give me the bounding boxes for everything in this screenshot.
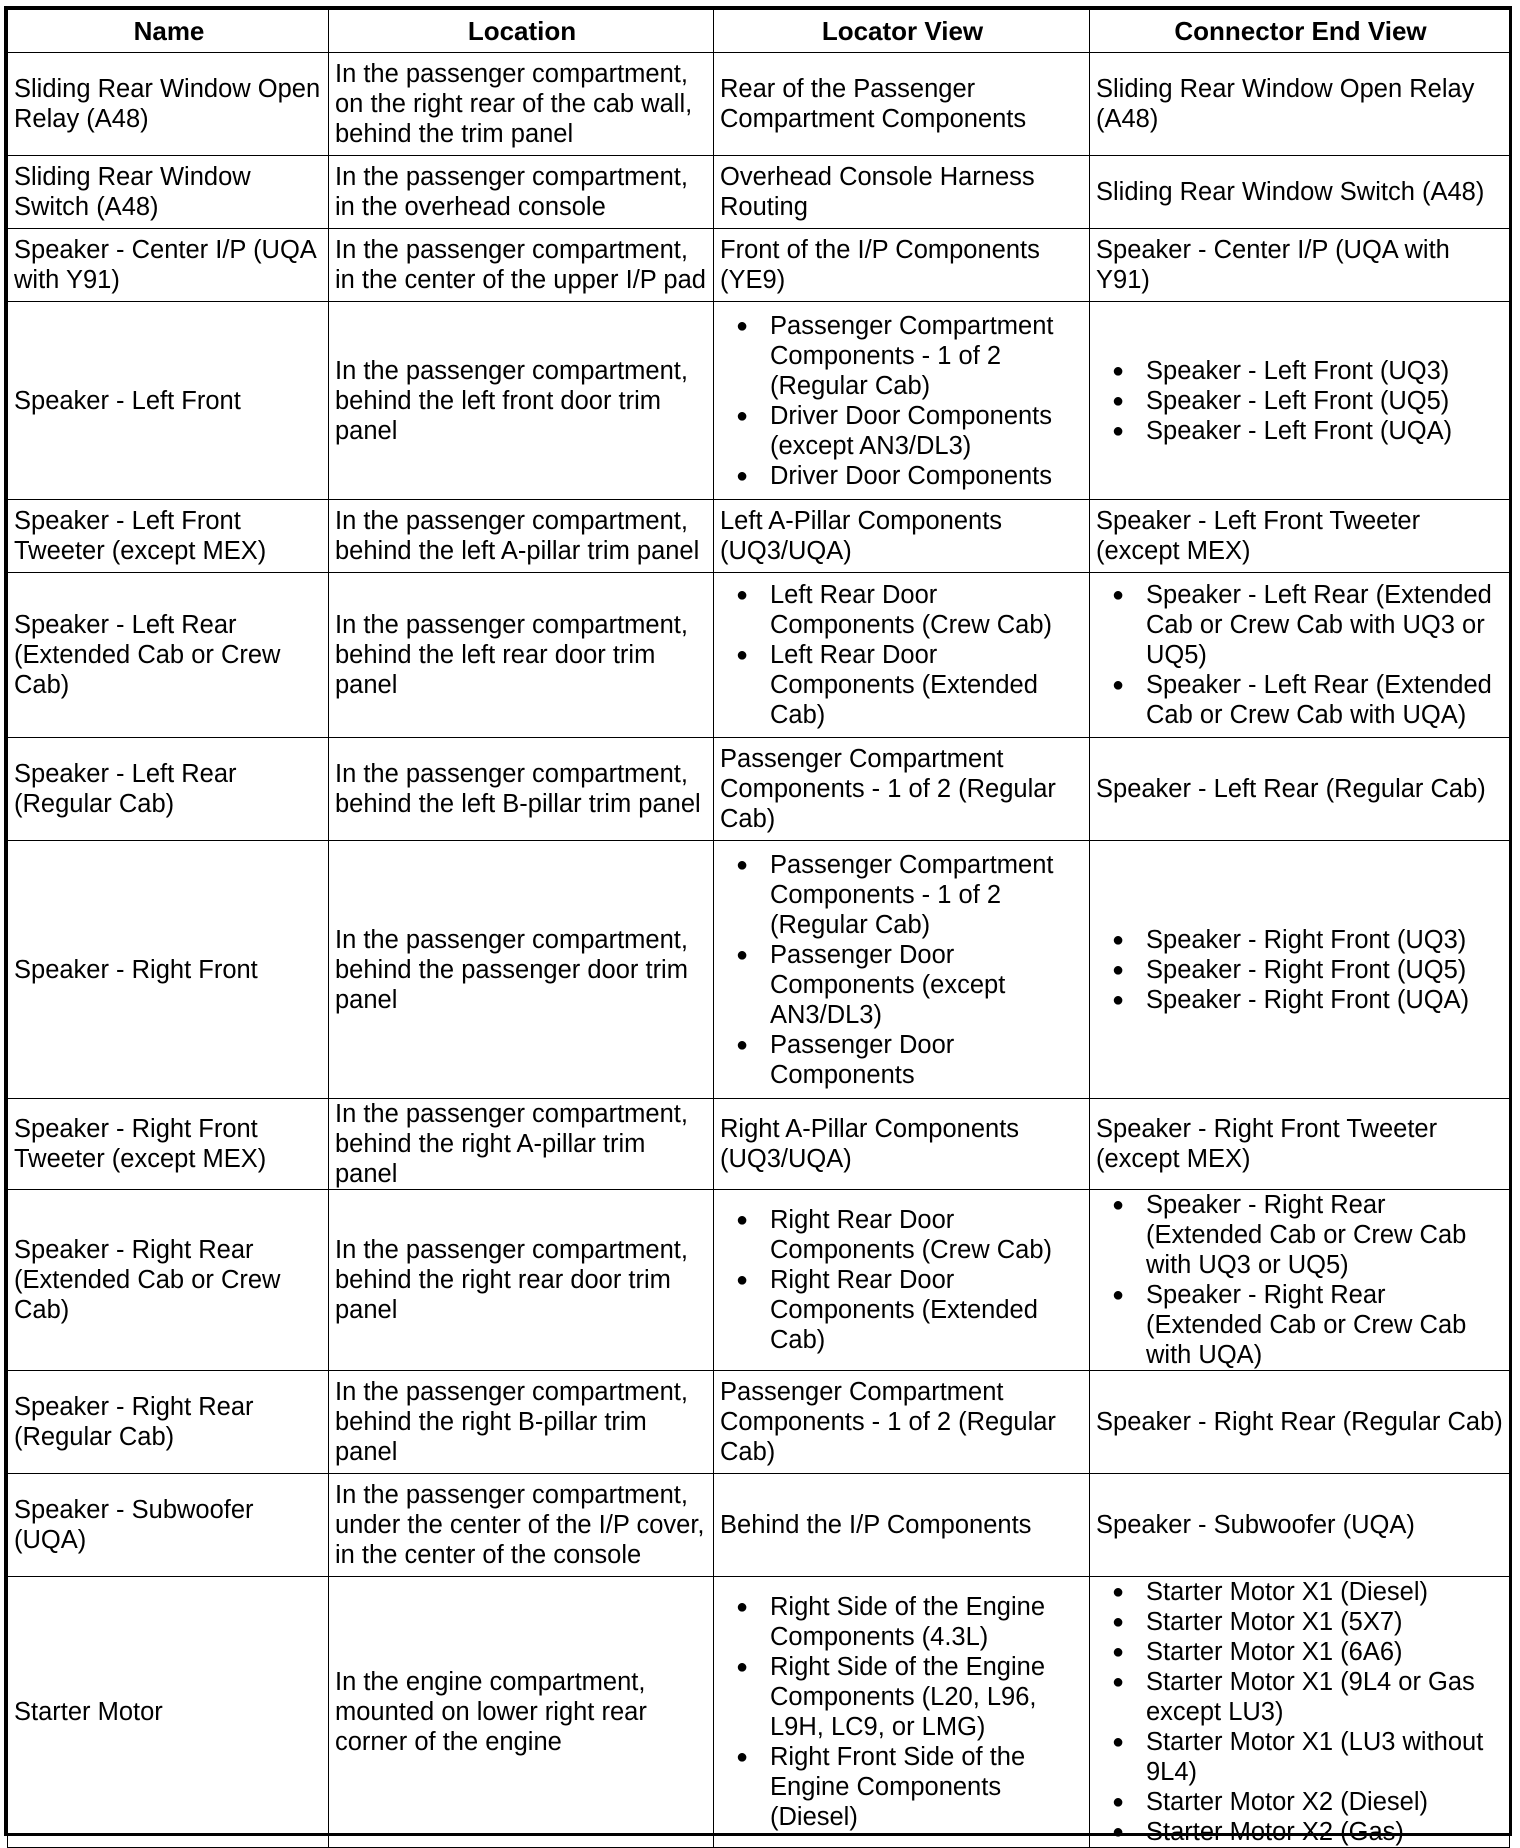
locator-list — [720, 1592, 1085, 1832]
list-item: ● Passenger Compartment Components - 1 of 2 (Regular Cab) — [736, 311, 1085, 401]
cell-connector-end-view: Speaker - Subwoofer (UQA) — [1090, 1474, 1510, 1577]
cell-location: In the passenger compartment, under the center of the I/P cover, in the center of the console — [329, 1474, 714, 1577]
cell-connector-end-view — [1090, 573, 1510, 738]
cell-locator-view — [714, 841, 1090, 1099]
header-name: Name — [8, 10, 329, 53]
cell-name: Speaker - Right Front Tweeter (except MEX) — [8, 1099, 329, 1190]
table-row — [8, 1577, 1510, 1848]
cell-location: In the engine compartment, mounted on lower right rear corner of the engine — [329, 1577, 714, 1848]
header-locator-view: Locator View — [714, 10, 1090, 53]
cell-locator-view: Behind the I/P Components — [714, 1474, 1090, 1577]
list-item: ● Passenger Door Components (except AN3/DL3) — [736, 940, 1085, 1030]
list-item: ● Starter Motor X1 (6A6) — [1112, 1637, 1505, 1667]
cell-name: Speaker - Left Rear (Regular Cab) — [8, 738, 329, 841]
list-item: ● Right Rear Door Components (Extended Cab) — [736, 1265, 1085, 1355]
list-item: ● Speaker - Left Front (UQ3) — [1112, 356, 1505, 386]
cell-name: Speaker - Left Front Tweeter (except MEX) — [8, 500, 329, 573]
header-location: Location — [329, 10, 714, 53]
cell-location: In the passenger compartment, in the center of the upper I/P pad — [329, 229, 714, 302]
list-item: ● Speaker - Right Rear (Extended Cab or Crew Cab with UQ3 or UQ5) — [1112, 1190, 1505, 1280]
cell-connector-end-view: Speaker - Right Rear (Regular Cab) — [1090, 1371, 1510, 1474]
list-item: ● Speaker - Right Front (UQ3) — [1112, 925, 1505, 955]
cell-locator-view: Left A-Pillar Components (UQ3/UQA) — [714, 500, 1090, 573]
table-row — [8, 1371, 1510, 1474]
table-row — [8, 573, 1510, 738]
list-item: ● Speaker - Left Rear (Extended Cab or Crew Cab with UQ3 or UQ5) — [1112, 580, 1505, 670]
list-item: ● Right Front Side of the Engine Components (Diesel) — [736, 1742, 1085, 1832]
cell-connector-end-view — [1090, 1577, 1510, 1848]
cell-connector-end-view — [1090, 302, 1510, 500]
cell-connector-end-view: Speaker - Left Front Tweeter (except MEX) — [1090, 500, 1510, 573]
cell-locator-view: Rear of the Passenger Compartment Components — [714, 53, 1090, 156]
list-item: ● Passenger Door Components — [736, 1030, 1085, 1090]
cell-location: In the passenger compartment, behind the right rear door trim panel — [329, 1190, 714, 1371]
list-item: ● Speaker - Left Rear (Extended Cab or Crew Cab with UQA) — [1112, 670, 1505, 730]
list-item: ● Passenger Compartment Components - 1 of 2 (Regular Cab) — [736, 850, 1085, 940]
locator-list — [720, 850, 1085, 1090]
cell-locator-view: Passenger Compartment Components - 1 of 2 (Regular Cab) — [714, 738, 1090, 841]
cell-location: In the passenger compartment, behind the left front door trim panel — [329, 302, 714, 500]
cell-connector-end-view: Sliding Rear Window Open Relay (A48) — [1090, 53, 1510, 156]
list-item: ● Starter Motor X1 (9L4 or Gas except LU3) — [1112, 1667, 1505, 1727]
cell-name: Speaker - Right Rear (Extended Cab or Crew Cab) — [8, 1190, 329, 1371]
cell-name: Speaker - Left Rear (Extended Cab or Crew Cab) — [8, 573, 329, 738]
list-item: ● Speaker - Right Front (UQA) — [1112, 985, 1505, 1015]
list-item: ● Starter Motor X1 (5X7) — [1112, 1607, 1505, 1637]
connector-list — [1096, 1577, 1505, 1847]
cell-locator-view — [714, 302, 1090, 500]
cell-location: In the passenger compartment, in the overhead console — [329, 156, 714, 229]
connector-list — [1096, 1190, 1505, 1370]
locator-list — [720, 1205, 1085, 1355]
list-item: ● Starter Motor X2 (Diesel) — [1112, 1787, 1505, 1817]
list-item: ● Starter Motor X1 (LU3 without 9L4) — [1112, 1727, 1505, 1787]
table-row — [8, 1474, 1510, 1577]
cell-location: In the passenger compartment, behind the right B-pillar trim panel — [329, 1371, 714, 1474]
cell-name: Sliding Rear Window Switch (A48) — [8, 156, 329, 229]
table-row — [8, 738, 1510, 841]
list-item: ● Right Side of the Engine Components (4.3L) — [736, 1592, 1085, 1652]
cell-name: Speaker - Right Front — [8, 841, 329, 1099]
table-row — [8, 500, 1510, 573]
component-locator-table — [4, 6, 1512, 1846]
table-row — [8, 1190, 1510, 1371]
cell-name: Starter Motor — [8, 1577, 329, 1848]
list-item: ● Speaker - Right Rear (Extended Cab or Crew Cab with UQA) — [1112, 1280, 1505, 1370]
locator-list — [720, 580, 1085, 730]
cell-connector-end-view: Sliding Rear Window Switch (A48) — [1090, 156, 1510, 229]
cell-connector-end-view: Speaker - Left Rear (Regular Cab) — [1090, 738, 1510, 841]
cell-name: Speaker - Subwoofer (UQA) — [8, 1474, 329, 1577]
table-row — [8, 1099, 1510, 1190]
table-row — [8, 156, 1510, 229]
list-item: ● Driver Door Components (except AN3/DL3) — [736, 401, 1085, 461]
list-item: ● Speaker - Left Front (UQA) — [1112, 416, 1505, 446]
table-row — [8, 841, 1510, 1099]
cell-name: Speaker - Left Front — [8, 302, 329, 500]
cell-connector-end-view: Speaker - Right Front Tweeter (except MEX) — [1090, 1099, 1510, 1190]
cell-location: In the passenger compartment, behind the left B-pillar trim panel — [329, 738, 714, 841]
list-item: ● Starter Motor X2 (Gas) — [1112, 1817, 1505, 1847]
list-item: ● Left Rear Door Components (Extended Cab) — [736, 640, 1085, 730]
cell-location: In the passenger compartment, on the right rear of the cab wall, behind the trim panel — [329, 53, 714, 156]
cell-locator-view: Passenger Compartment Components - 1 of 2 (Regular Cab) — [714, 1371, 1090, 1474]
cell-name: Sliding Rear Window Open Relay (A48) — [8, 53, 329, 156]
cell-name: Speaker - Center I/P (UQA with Y91) — [8, 229, 329, 302]
cell-location: In the passenger compartment, behind the left A-pillar trim panel — [329, 500, 714, 573]
connector-list — [1096, 925, 1505, 1015]
cell-connector-end-view: Speaker - Center I/P (UQA with Y91) — [1090, 229, 1510, 302]
header-row — [8, 10, 1510, 53]
cell-location: In the passenger compartment, behind the right A-pillar trim panel — [329, 1099, 714, 1190]
cell-locator-view — [714, 1577, 1090, 1848]
cell-locator-view — [714, 573, 1090, 738]
list-item: ● Driver Door Components — [736, 461, 1085, 491]
connector-list — [1096, 580, 1505, 730]
list-item: ● Left Rear Door Components (Crew Cab) — [736, 580, 1085, 640]
table-row — [8, 229, 1510, 302]
cell-locator-view: Right A-Pillar Components (UQ3/UQA) — [714, 1099, 1090, 1190]
list-item: ● Right Rear Door Components (Crew Cab) — [736, 1205, 1085, 1265]
cell-connector-end-view — [1090, 1190, 1510, 1371]
list-item: ● Starter Motor X1 (Diesel) — [1112, 1577, 1505, 1607]
connector-list — [1096, 356, 1505, 446]
table-row — [8, 53, 1510, 156]
cell-name: Speaker - Right Rear (Regular Cab) — [8, 1371, 329, 1474]
cell-location: In the passenger compartment, behind the left rear door trim panel — [329, 573, 714, 738]
locator-list — [720, 311, 1085, 491]
table-row — [8, 302, 1510, 500]
list-item: ● Speaker - Right Front (UQ5) — [1112, 955, 1505, 985]
cell-locator-view: Front of the I/P Components (YE9) — [714, 229, 1090, 302]
header-connector-end-view: Connector End View — [1090, 10, 1510, 53]
cell-locator-view: Overhead Console Harness Routing — [714, 156, 1090, 229]
cell-connector-end-view — [1090, 841, 1510, 1099]
locator-table — [7, 9, 1510, 1848]
cell-location: In the passenger compartment, behind the passenger door trim panel — [329, 841, 714, 1099]
list-item: ● Right Side of the Engine Components (L20, L96, L9H, LC9, or LMG) — [736, 1652, 1085, 1742]
list-item: ● Speaker - Left Front (UQ5) — [1112, 386, 1505, 416]
cell-locator-view — [714, 1190, 1090, 1371]
